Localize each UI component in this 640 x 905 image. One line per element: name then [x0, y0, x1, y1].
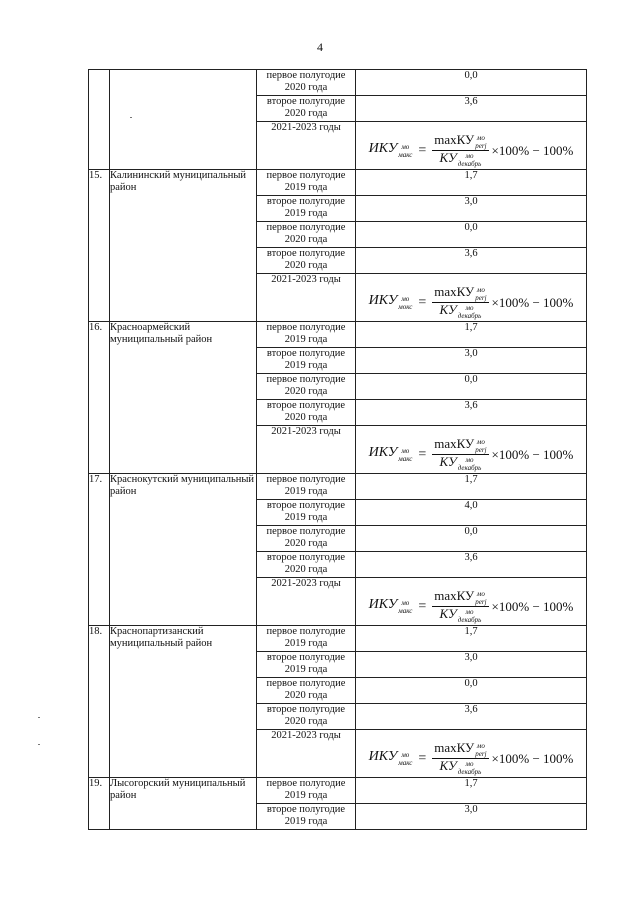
table-row [89, 70, 587, 96]
regions-table [88, 69, 587, 830]
region-name: Калининский муниципальный район [110, 170, 257, 322]
formula-tail: ×100% − 100% [491, 750, 574, 766]
period-cell: второе полугодие 2019 года [257, 196, 356, 222]
formula-num-sup: мо [476, 133, 485, 142]
formula-num-sub: perj [475, 597, 487, 606]
formula-equals: = [418, 142, 427, 158]
table-row [89, 778, 587, 804]
table-row [89, 626, 587, 652]
value-cell [356, 730, 587, 778]
period-cell: 2021-2023 годы [257, 122, 356, 170]
formula-num-sup: мо [476, 437, 485, 446]
formula-num-sup: мо [476, 741, 485, 750]
value-cell: 3,6 [356, 704, 587, 730]
formula-den-sup: мо [465, 759, 474, 768]
formula [356, 426, 586, 478]
value-cell: 3,6 [356, 400, 587, 426]
formula [356, 274, 586, 326]
formula-fraction [432, 587, 488, 624]
row-number: 19. [89, 778, 110, 830]
formula-den-sup: мо [465, 151, 474, 160]
formula-den-sup: мо [465, 607, 474, 616]
value-cell [356, 122, 587, 170]
row-number: 15. [89, 170, 110, 322]
value-cell: 3,0 [356, 804, 587, 830]
period-cell: первое полугодие 2020 года [257, 222, 356, 248]
period-cell: второе полугодие 2020 года [257, 552, 356, 578]
formula-num-sub: perj [475, 293, 487, 302]
value-cell: 1,7 [356, 474, 587, 500]
formula-lhs: ИКУ [368, 140, 398, 156]
formula-lhs: ИКУ [368, 292, 398, 308]
region-name: Краснокутский муниципальный район [110, 474, 257, 626]
value-cell: 3,0 [356, 652, 587, 678]
formula-lhs: ИКУ [368, 596, 398, 612]
formula-num-sup: мо [476, 285, 485, 294]
value-cell: 3,6 [356, 96, 587, 122]
row-number: 17. [89, 474, 110, 626]
period-cell: второе полугодие 2019 года [257, 500, 356, 526]
formula-num-sub: perj [475, 141, 487, 150]
period-cell: первое полугодие 2019 года [257, 170, 356, 196]
scan-speck [38, 717, 40, 718]
period-cell: 2021-2023 годы [257, 274, 356, 322]
row-number [89, 70, 110, 170]
value-cell: 0,0 [356, 374, 587, 400]
value-cell: 3,6 [356, 248, 587, 274]
formula-equals: = [418, 446, 427, 462]
value-cell: 3,0 [356, 196, 587, 222]
formula-numerator: maxКУ [434, 435, 475, 451]
formula-numerator: maxКУ [434, 131, 475, 147]
value-cell: 0,0 [356, 70, 587, 96]
formula-fraction [432, 435, 488, 472]
value-cell: 3,6 [356, 552, 587, 578]
formula-fraction [432, 739, 488, 776]
formula-den-sub: декабрь [457, 311, 482, 320]
value-cell [356, 578, 587, 626]
formula-lhs-sub: макс [398, 606, 413, 615]
value-cell: 0,0 [356, 222, 587, 248]
period-cell: первое полугодие 2020 года [257, 70, 356, 96]
value-cell: 1,7 [356, 322, 587, 348]
region-name: Лысогорский муниципальный район [110, 778, 257, 830]
formula-lhs: ИКУ [368, 748, 398, 764]
formula-den-sub: декабрь [457, 159, 482, 168]
page-number: 4 [317, 40, 323, 54]
period-cell: 2021-2023 годы [257, 426, 356, 474]
region-name: Краснопартизанский муниципальный район [110, 626, 257, 778]
formula-lhs-sub: макс [398, 758, 413, 767]
formula-den-sub: декабрь [457, 463, 482, 472]
period-cell: второе полугодие 2019 года [257, 348, 356, 374]
formula-tail: ×100% − 100% [491, 294, 574, 310]
period-cell: второе полугодие 2020 года [257, 96, 356, 122]
formula-num-sub: perj [475, 445, 487, 454]
formula [356, 122, 586, 174]
row-number: 18. [89, 626, 110, 778]
formula-lhs-sub: мокс [398, 302, 413, 311]
period-cell: второе полугодие 2020 года [257, 248, 356, 274]
formula-numerator: maxКУ [434, 283, 475, 299]
formula-tail: ×100% − 100% [491, 446, 574, 462]
formula-tail: ×100% − 100% [491, 598, 574, 614]
value-cell [356, 426, 587, 474]
formula-den-sub: декабрь [457, 767, 482, 776]
scan-speck [130, 117, 132, 118]
row-number: 16. [89, 322, 110, 474]
formula-denominator: КУ [439, 757, 457, 773]
value-cell: 1,7 [356, 170, 587, 196]
formula-equals: = [418, 294, 427, 310]
period-cell: первое полугодие 2019 года [257, 322, 356, 348]
formula-lhs-sup: мо [401, 294, 410, 303]
formula-lhs-sub: макс [398, 454, 413, 463]
formula-denominator: КУ [439, 149, 457, 165]
value-cell: 0,0 [356, 678, 587, 704]
formula-den-sup: мо [465, 303, 474, 312]
value-cell: 1,7 [356, 626, 587, 652]
value-cell: 4,0 [356, 500, 587, 526]
period-cell: первое полугодие 2019 года [257, 626, 356, 652]
table-row [89, 322, 587, 348]
value-cell [356, 274, 587, 322]
formula-tail: ×100% − 100% [491, 142, 574, 158]
formula-den-sup: мо [465, 455, 474, 464]
formula [356, 730, 586, 782]
region-name: Красноармейский муниципальный район [110, 322, 257, 474]
period-cell: первое полугодие 2020 года [257, 374, 356, 400]
period-cell: второе полугодие 2019 года [257, 804, 356, 830]
formula-lhs: ИКУ [368, 444, 398, 460]
period-cell: первое полугодие 2019 года [257, 474, 356, 500]
formula-fraction [432, 283, 488, 320]
value-cell: 3,0 [356, 348, 587, 374]
formula-lhs-sup: мо [401, 598, 410, 607]
period-cell: 2021-2023 годы [257, 730, 356, 778]
scan-speck [38, 744, 40, 745]
formula-equals: = [418, 598, 427, 614]
formula-numerator: maxКУ [434, 739, 475, 755]
formula-lhs-sup: мо [401, 142, 410, 151]
formula-den-sub: декабрь [457, 615, 482, 624]
formula-denominator: КУ [439, 605, 457, 621]
table-row [89, 170, 587, 196]
formula-num-sup: мо [476, 589, 485, 598]
period-cell: первое полугодие 2020 года [257, 678, 356, 704]
formula-lhs-sub: макс [398, 150, 413, 159]
region-name [110, 70, 257, 170]
formula-equals: = [418, 750, 427, 766]
formula-numerator: maxКУ [434, 587, 475, 603]
period-cell: второе полугодие 2020 года [257, 704, 356, 730]
formula-lhs-sup: мо [401, 446, 410, 455]
formula-fraction [432, 131, 488, 168]
formula-lhs-sup: мо [401, 750, 410, 759]
formula [356, 578, 586, 630]
value-cell: 1,7 [356, 778, 587, 804]
period-cell: второе полугодие 2019 года [257, 652, 356, 678]
period-cell: первое полугодие 2019 года [257, 778, 356, 804]
formula-denominator: КУ [439, 453, 457, 469]
period-cell: 2021-2023 годы [257, 578, 356, 626]
period-cell: второе полугодие 2020 года [257, 400, 356, 426]
formula-num-sub: perj [475, 749, 487, 758]
value-cell: 0,0 [356, 526, 587, 552]
period-cell: первое полугодие 2020 года [257, 526, 356, 552]
formula-denominator: КУ [439, 301, 457, 317]
table-row [89, 474, 587, 500]
